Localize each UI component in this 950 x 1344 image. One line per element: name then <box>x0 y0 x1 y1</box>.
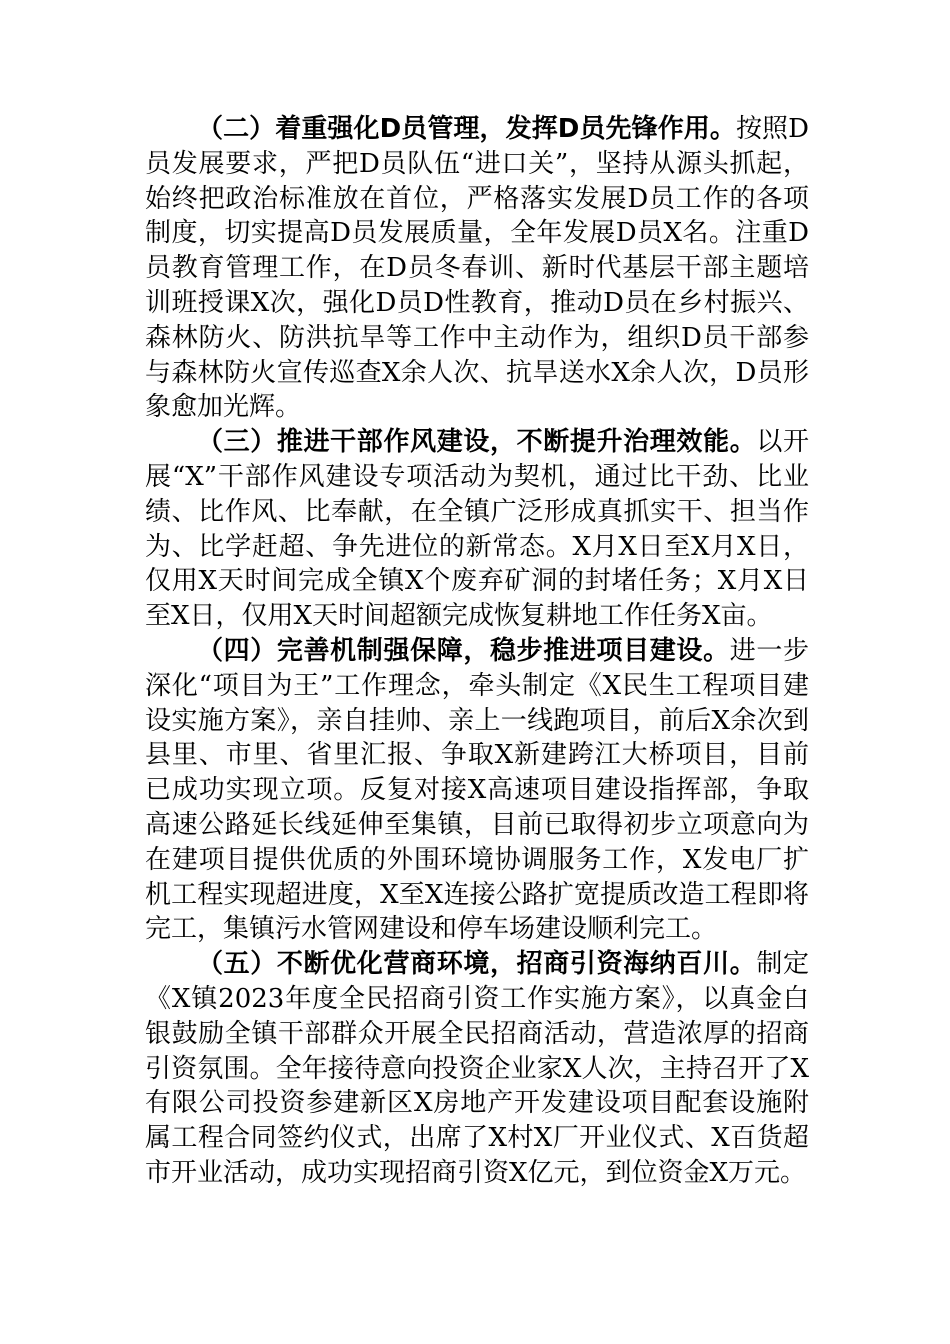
paragraph-body: 进一步深化“项目为王”工作理念，牵头制定《X民生工程项目建设实施方案》，亲自挂帅、亲上一线跑项目，前后X余次到县里、市里、省里汇报、争取X新建跨江大桥项目，目前已成功实现立项。反复对接X高速项目建设指挥部，争取高速公路延长线延伸至集镇，目前已取得初步立项意向为在建项目提供优质的外围环境协调服务工作，X发电厂扩机工程实现超进度，X至X连接公路扩宽提质改造工程即将完工，集镇污水管网建设和停车场建设顺利完工。 <box>145 635 809 945</box>
paragraph-heading: （五）不断优化营商环境，招商引资海纳百川。 <box>197 949 757 980</box>
paragraph-heading: （二）着重强化D员管理，发挥D员先锋作用。 <box>197 114 736 144</box>
paragraph-cadre-work-style <box>145 425 809 634</box>
paragraph-business-environment <box>145 947 809 1191</box>
paragraph-body: 制定《X镇2023年度全民招商引资工作实施方案》，以真金白银鼓励全镇干部群众开展全民招商活动，营造浓厚的招商引资氛围。全年接待意向投资企业家X人次，主持召开了X有限公司投资参建新区X房地产开发建设项目配套设施附属工程合同签约仪式，出席了X村X厂开业仪式、X百货超市开业活动，成功实现招商引资X亿元，到位资金X万元。 <box>145 949 809 1188</box>
paragraph-party-member-management <box>145 112 809 425</box>
paragraph-body: 按照D员发展要求，严把D员队伍“进口关”，坚持从源头抓起，始终把政治标准放在首位，严格落实发展D员工作的各项制度，切实提高D员发展质量，全年发展D员X名。注重D员教育管理工作，在D员冬春训、新时代基层干部主题培训班授课X次，强化D员D性教育，推动D员在乡村振兴、森林防火、防洪抗旱等工作中主动作为，组织D员干部参与森林防火宣传巡查X余人次、抗旱送水X余人次，D员形象愈加光辉。 <box>145 114 809 423</box>
document-page <box>145 112 809 1191</box>
paragraph-body: 以开展“X”干部作风建设专项活动为契机，通过比干劲、比业绩、比作风、比奉献，在全镇广泛形成真抓实干、担当作为、比学赶超、争先进位的新常态。X月X日至X月X日，仅用X天时间完成全镇X个废弃矿洞的封堵任务；X月X日至X日，仅用X天时间超额完成恢复耕地工作任务X亩。 <box>145 427 809 632</box>
paragraph-project-construction <box>145 634 809 947</box>
paragraph-heading: （四）完善机制强保障，稳步推进项目建设。 <box>197 635 730 666</box>
paragraph-heading: （三）推进干部作风建设，不断提升治理效能。 <box>197 427 757 458</box>
